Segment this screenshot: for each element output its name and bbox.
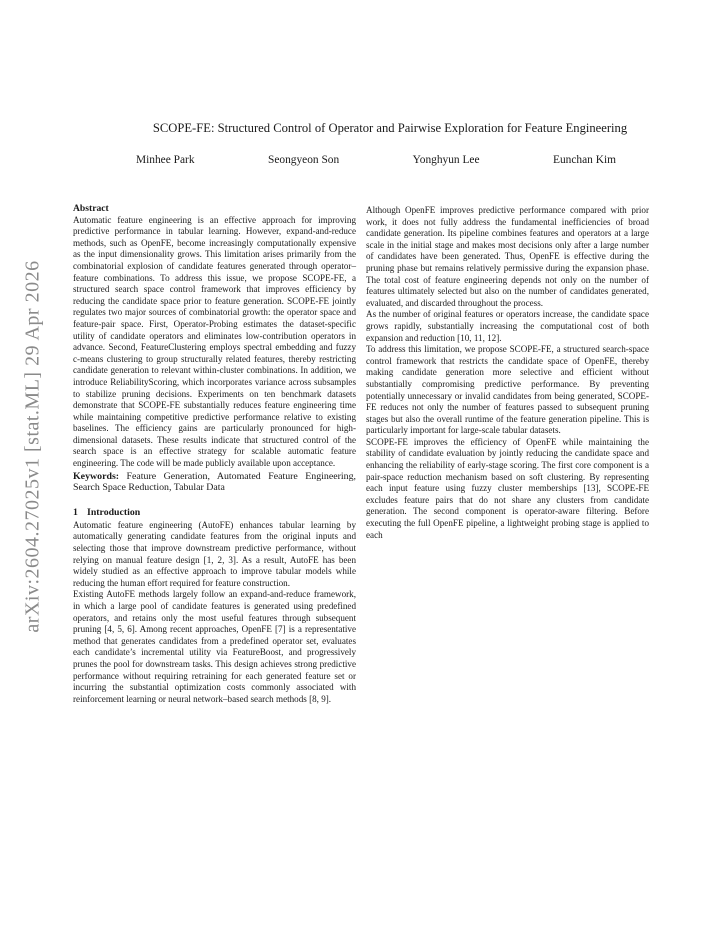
section-heading (73, 507, 356, 519)
intro-paragraph-5: To address this limitation, we propose SCOPE-FE, a structured search-space control framework that restricts the candidate space of OpenFE, thereby making candidate generation more selective and efficient without substantially compromising predictive performance. By preventing potentially unnecessary or invalid candidates from being generated, SCOPE-FE reduces not only the number of features passed to subsequent pruning stages but also the overall runtime of the feature generation pipeline. This is particularly important for large-scale tabular datasets. (366, 344, 649, 436)
author-name: Eunchan Kim (553, 154, 616, 166)
abstract-text: Automatic feature engineering is an effective approach for improving predictive performance in tabular learning. However, expand-and-reduce methods, such as OpenFE, become increasingly computationally expensive as the input dimensionality grows. This limitation arises primarily from the combinatorial explosion of candidate features generated through operator–feature combinations. To address this issue, we propose SCOPE-FE, a structured search space control framework that improves efficiency by reducing the candidate space prior to feature generation. SCOPE-FE jointly regulates two major sources of combinatorial growth: the operator space and feature-pair space. First, Operator-Probing estimates the dataset-specific utility of candidate operators and eliminates low-contribution operators in advance. Second, FeatureClustering employs spectral embedding and fuzzy c-means clustering to group structurally related features, thereby restricting candidate generation to relevant within-cluster combinations. In addition, we introduce ReliabilityScoring, which incorporates variance across subsamples to stabilize pruning decisions. Experiments on ten benchmark datasets demonstrate that SCOPE-FE substantially reduces feature engineering time while maintaining competitive predictive performance relative to existing baselines. The efficiency gains are particularly pronounced for high-dimensional datasets. These results indicate that structured control of the search space is an effective strategy for scalable automatic feature engineering. The code will be made publicly available upon acceptance. (73, 214, 356, 469)
intro-paragraph-1: Automatic feature engineering (AutoFE) enhances tabular learning by automatically generating candidate features from the original inputs and selecting those that improve downstream predictive performance, without relying on manual feature design [1, 2, 3]. As a result, AutoFE has been widely studied as an effective approach to improve tabular models while reducing the human effort required for feature construction. (73, 519, 356, 588)
abstract-heading: Abstract (73, 203, 109, 214)
author-name: Minhee Park (136, 154, 195, 166)
section-number: 1 (73, 507, 78, 519)
keywords-text: Feature Generation, Automated Feature Engineering, Search Space Reduction, Tabular Data (73, 470, 357, 494)
arxiv-stamp (18, 256, 48, 636)
intro-paragraph-6: SCOPE-FE improves the efficiency of OpenFE while maintaining the stability of candidate evaluation by jointly reducing the candidate space and enhancing the reliability of early-stage scoring. The first core component is a pair-space reduction mechanism based on soft clustering. By representing each input feature using fuzzy cluster memberships [13], SCOPE-FE excludes feature pairs that do not share any clusters from candidate generation. The second component is operator-aware filtering. Before executing the full OpenFE pipeline, a lightweight probing stage is applied to each (366, 436, 649, 540)
intro-paragraph-4: As the number of original features or operators increase, the candidate space grows rapidly, substantially increasing the computational cost of both expansion and reduction [10, 11, 12]. (366, 309, 649, 343)
left-column (73, 203, 356, 705)
paper-title: SCOPE-FE: Structured Control of Operator and Pairwise Exploration for Feature Engineering (152, 121, 628, 135)
arxiv-identifier: arXiv:2604.27025v1 [stat.ML] 29 Apr 2026 (21, 259, 44, 633)
intro-paragraph-3: Although OpenFE improves predictive performance compared with prior work, it does not fully address the fundamental inefficiencies of broad candidate generation. Its pipeline combines features and operators at a large scale in the initial stage and makes most decisions only after a large number of candidates have been generated. Thus, OpenFE is effective during the pruning phase but remains relatively permissive during the expansion phase. The total cost of feature engineering depends not only on the number of features ultimately selected but also on the number of candidates generated, evaluated, and discarded throughout the process. (366, 205, 649, 308)
author-name: Seongyeon Son (268, 154, 340, 166)
author-list (136, 154, 616, 166)
right-column (366, 205, 649, 541)
keywords (73, 471, 356, 495)
author-name: Yonghyun Lee (412, 154, 480, 166)
keywords-label: Keywords: (73, 470, 120, 482)
intro-paragraph-2: Existing AutoFE methods largely follow an expand-and-reduce framework, in which a large pool of candidate features is generated using predefined operators, and retains only the most useful features through subsequent pruning [4, 5, 6]. Among recent approaches, OpenFE [7] is a representative method that generates candidates from a predefined operator set, evaluates each candidate’s incremental utility via FeatureBoost, and progressively prunes the pool for downstream tasks. This design achieves strong predictive performance without requiring retraining for each generated feature set or incurring the substantial optimization costs commonly associated with reinforcement learning or neural network–based search methods [8, 9]. (73, 589, 356, 704)
section-title: Introduction (87, 507, 141, 519)
